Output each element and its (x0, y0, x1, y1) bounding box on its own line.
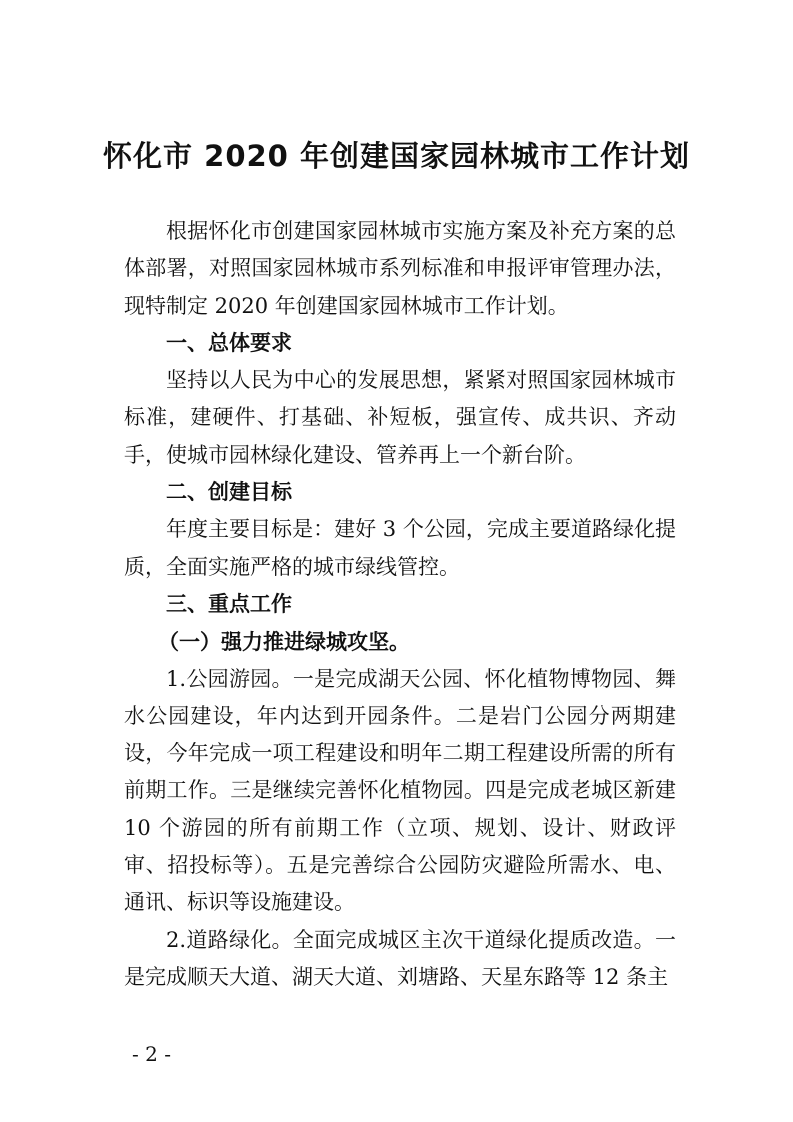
document-body (124, 213, 676, 996)
document-title: 怀化市 2020 年创建国家园林城市工作计划 (103, 139, 690, 173)
section-heading-goals: 二、创建目标 (166, 480, 292, 505)
paragraph-general-requirements: 坚持以人民为中心的发展思想，紧紧对照国家园林城市标准，建硬件、打基础、补短板，强宣传、成共识、齐动手，使城市园林绿化建设、管养再上一个新台阶。 (124, 368, 676, 467)
section-heading-key-work: 三、重点工作 (166, 591, 292, 616)
paragraph-road-greening: 2.道路绿化。全面完成城区主次干道绿化提质改造。一是完成顺天大道、湖天大道、刘塘路、天星东路等 12 条主 (124, 927, 676, 989)
section-heading-general-requirements: 一、总体要求 (166, 330, 292, 355)
subsection-heading-green-city: （一）强力推进绿城攻坚。 (158, 629, 410, 655)
page-number: - 2 - (132, 1042, 171, 1066)
paragraph-intro: 根据怀化市创建国家园林城市实施方案及补充方案的总体部署，对照国家园林城市系列标准和申报评审管理办法，现特制定 2020 年创建国家园林城市工作计划。 (124, 219, 676, 318)
paragraph-goals: 年度主要目标是：建好 3 个公园，完成主要道路绿化提质，全面实施严格的城市绿线管控。 (124, 517, 676, 579)
paragraph-parks: 1.公园游园。一是完成湖天公园、怀化植物博物园、舞水公园建设，年内达到开园条件。二是岩门公园分两期建设，今年完成一项工程建设和明年二期工程建设所需的所有前期工作。三是继续完善怀化植物园。四是完成老城区新建 10 个游园的所有前期工作（立项、规划、设计、财政评审、招投标等）。五是完善综合公园防灾避险所需水、电、通讯、标识等设施建设。 (124, 666, 676, 915)
